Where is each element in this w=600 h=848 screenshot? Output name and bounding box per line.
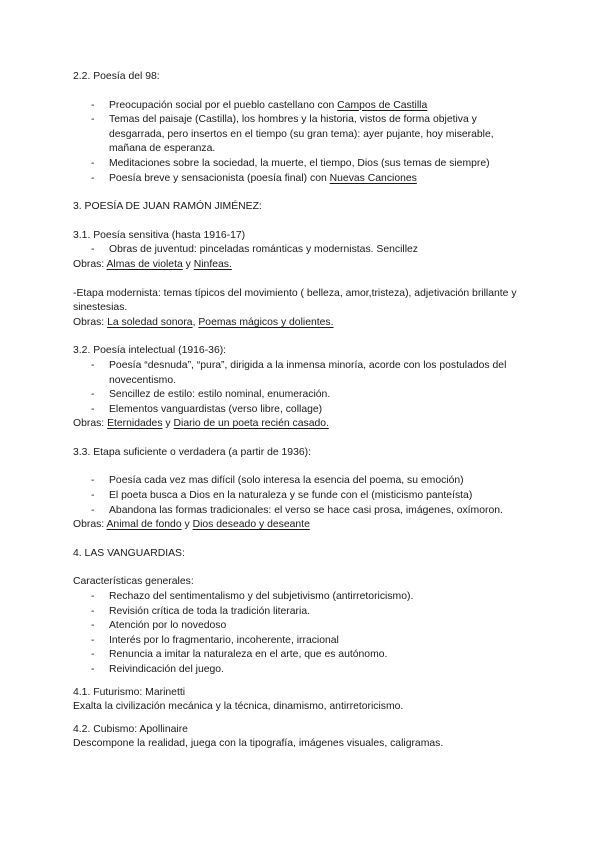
list-item: - Reivindicación del juego.	[73, 663, 533, 678]
work-title: Dios deseado y deseante	[192, 519, 310, 531]
section-heading-3: 3. POESÍA DE JUAN RAMÓN JIMÉNEZ:	[73, 201, 262, 213]
work-title: Nuevas Canciones	[329, 172, 417, 184]
list-item: - Poesía cada vez mas difícil (solo interesa la esencia del poema, su emoción)	[73, 474, 533, 489]
list-item: - Poesía “desnuda”, “pura”, dirigida a la inmensa minoría, acorde con los postulados del novecentismo.	[73, 359, 533, 388]
list-item: - Temas del paisaje (Castilla), los hombres y la historia, vistos de forma objetiva y desgarrada, pero insertos en el tiempo (su gran tema): ayer pujante, hoy miserable, mañana de esperanza.	[73, 113, 533, 157]
list-2-2	[73, 99, 533, 187]
list-3-3	[73, 474, 533, 518]
list-4	[73, 590, 533, 678]
work-title: Campos de Castilla	[337, 99, 428, 111]
section-heading-4: 4. LAS VANGUARDIAS:	[73, 547, 185, 559]
list-item: - Renuncia a imitar la naturaleza en el arte, que es autónomo.	[73, 648, 533, 663]
list-item: - Revisión crítica de toda la tradición literaria.	[73, 605, 533, 620]
list-item: - Poesía breve y sensacionista (poesía final) con Nuevas Canciones	[73, 172, 533, 187]
obras-line: Obras: Almas de violeta y Ninfeas.	[73, 258, 232, 270]
section-heading-2-2: 2.2. Poesía del 98:	[73, 71, 160, 82]
paragraph-futurismo: Exalta la civilización mecánica y la técnica, dinamismo, antirretoricismo.	[73, 701, 404, 713]
paragraph-cubismo: Descompone la realidad, juega con la tipografía, imágenes visuales, caligramas.	[73, 738, 444, 750]
list-item: - Obras de juventud: pinceladas románticas y modernistas. Sencillez	[73, 243, 533, 258]
section-heading-3-1: 3.1. Poesía sensitiva (hasta 1916-17)	[73, 229, 246, 241]
list-item: - Preocupación social por el pueblo castellano con Campos de Castilla	[73, 99, 533, 114]
list-item: - Meditaciones sobre la sociedad, la muerte, el tiempo, Dios (sus temas de siempre)	[73, 157, 533, 172]
work-title: Ninfeas.	[193, 258, 232, 270]
list-item: - Rechazo del sentimentalismo y del subjetivismo (antirretoricismo).	[73, 590, 533, 605]
subheading-caracteristicas: Características generales:	[73, 576, 194, 588]
list-item: - Sencillez de estilo: estilo nominal, enumeración.	[73, 388, 533, 403]
section-heading-3-3: 3.3. Etapa suficiente o verdadera (a partir de 1936):	[73, 446, 311, 458]
list-3-1	[73, 243, 533, 258]
work-title: Almas de violeta	[106, 258, 183, 270]
document-page	[73, 70, 533, 752]
work-title: Eternidades	[107, 418, 163, 430]
modernista-paragraph: -Etapa modernista: temas típicos del movimiento ( belleza, amor,tristeza), adjetivación brillante y sinestesias.	[73, 287, 517, 314]
list-item: - Interés por lo fragmentario, incoherente, irracional	[73, 634, 533, 649]
obras-line: Obras: Animal de fondo y Dios deseado y deseante	[73, 519, 310, 531]
obras-line: Obras: Eternidades y Diario de un poeta recién casado.	[73, 418, 329, 430]
list-item: - Abandona las formas tradicionales: el verso se hace casi prosa, imágenes, oxímoron.	[73, 504, 533, 519]
work-title: La soledad sonora	[107, 316, 193, 328]
list-item: - El poeta busca a Dios en la naturaleza y se funde con el (misticismo panteísta)	[73, 489, 533, 504]
list-3-2	[73, 359, 533, 417]
section-heading-3-2: 3.2. Poesía intelectual (1916-36):	[73, 345, 227, 357]
section-heading-4-1: 4.1. Futurismo: Marinetti	[73, 686, 186, 698]
list-item: - Atención por lo novedoso	[73, 619, 533, 634]
work-title: Diario de un poeta recién casado.	[173, 418, 329, 430]
list-item: - Elementos vanguardistas (verso libre, collage)	[73, 403, 533, 418]
work-title: Animal de fondo	[106, 519, 182, 531]
section-heading-4-2: 4.2. Cubismo: Apollinaire	[73, 723, 188, 735]
obras-line: Obras: La soledad sonora, Poemas mágicos y dolientes.	[73, 316, 334, 328]
work-title: Poemas mágicos y dolientes.	[198, 316, 334, 328]
